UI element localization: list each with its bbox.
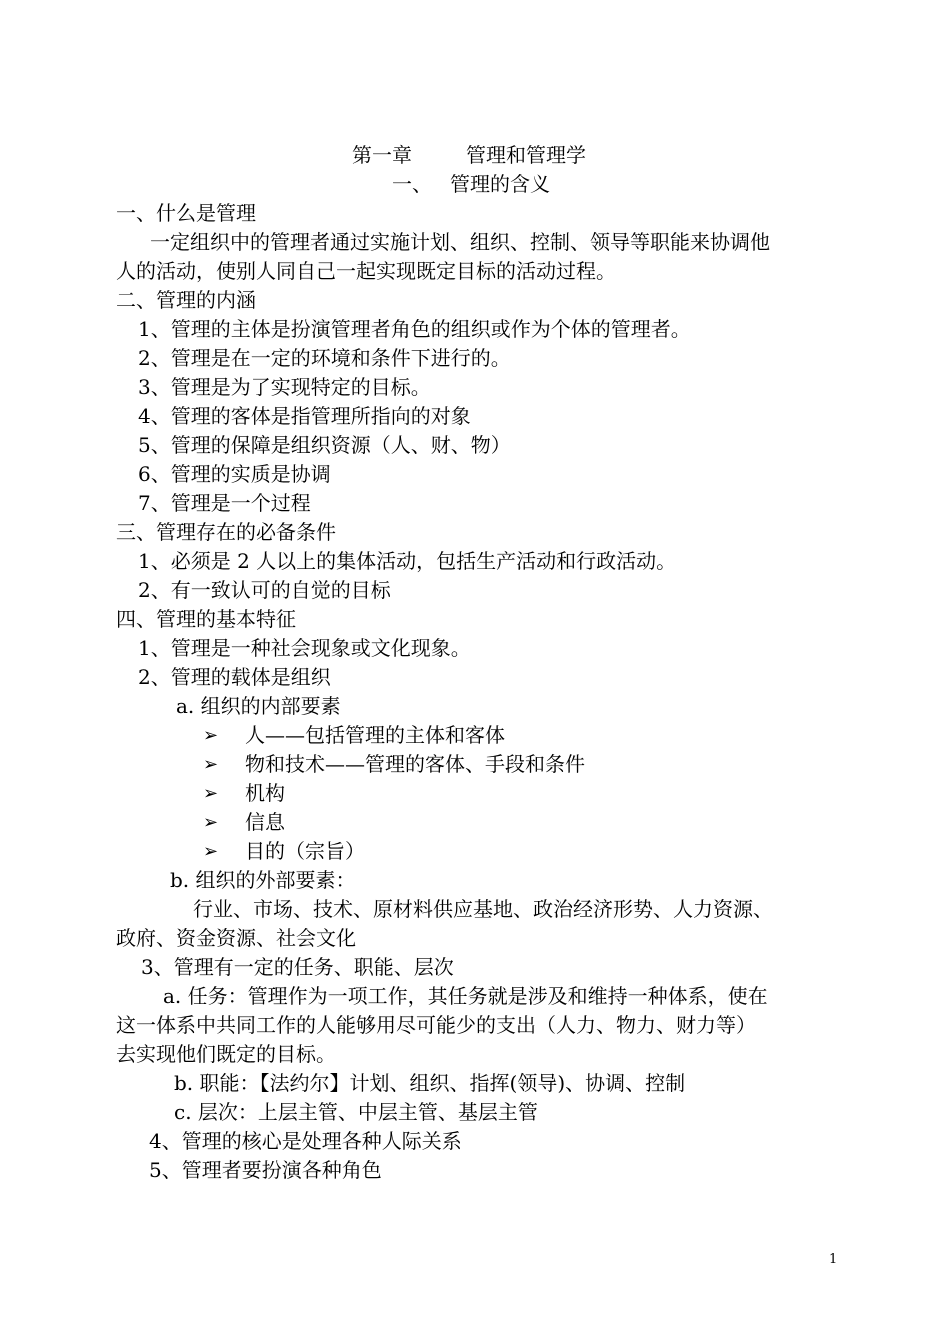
list-item: 3、管理是为了实现特定的目标。 <box>138 375 431 399</box>
bullet-item: 人——包括管理的主体和客体 <box>245 723 505 747</box>
section-number: 一、 <box>392 172 432 196</box>
list-item: 6、管理的实质是协调 <box>138 462 331 486</box>
bullet-item: 机构 <box>245 781 285 805</box>
list-item: 1、管理的主体是扮演管理者角色的组织或作为个体的管理者。 <box>138 317 691 341</box>
chapter-title: 管理和管理学 <box>466 143 586 167</box>
list-item: 4、管理的核心是处理各种人际关系 <box>149 1129 462 1153</box>
definition-line-1: 一定组织中的管理者通过实施计划、组织、控制、领导等职能来协调他 <box>150 230 770 254</box>
heading-what-is-management: 一、什么是管理 <box>116 201 256 225</box>
page-number: 1 <box>829 1252 838 1267</box>
task-line-1: a. 任务：管理作为一项工作，其任务就是涉及和维持一种体系，使在 <box>163 984 768 1008</box>
arrow-bullet-icon: ➢ <box>203 812 219 833</box>
external-elements-heading: b. 组织的外部要素： <box>170 868 356 892</box>
list-item: 5、管理的保障是组织资源（人、财、物） <box>138 433 511 457</box>
list-item: 7、管理是一个过程 <box>138 491 311 515</box>
arrow-bullet-icon: ➢ <box>203 783 219 804</box>
heading-connotation: 二、管理的内涵 <box>116 288 256 312</box>
task-line-2: 这一体系中共同工作的人能够用尽可能少的支出（人力、物力、财力等） <box>116 1013 756 1037</box>
task-line-3: 去实现他们既定的目标。 <box>116 1042 336 1066</box>
list-item: 2、管理的载体是组织 <box>138 665 331 689</box>
list-item: 3、管理有一定的任务、职能、层次 <box>141 955 454 979</box>
list-item: 1、必须是 2 人以上的集体活动，包括生产活动和行政活动。 <box>138 549 677 573</box>
list-item: 1、管理是一种社会现象或文化现象。 <box>138 636 471 660</box>
heading-characteristics: 四、管理的基本特征 <box>116 607 296 631</box>
external-elements-line-2: 政府、资金资源、社会文化 <box>116 926 356 950</box>
list-item: 5、管理者要扮演各种角色 <box>149 1158 382 1182</box>
levels-line: c. 层次：上层主管、中层主管、基层主管 <box>174 1100 538 1124</box>
external-elements-line-1: 行业、市场、技术、原材料供应基地、政治经济形势、人力资源、 <box>193 897 773 921</box>
arrow-bullet-icon: ➢ <box>203 725 219 746</box>
list-item: 2、管理是在一定的环境和条件下进行的。 <box>138 346 511 370</box>
bullet-item: 信息 <box>245 810 285 834</box>
bullet-item: 目的（宗旨） <box>245 839 365 863</box>
arrow-bullet-icon: ➢ <box>203 754 219 775</box>
bullet-item: 物和技术——管理的客体、手段和条件 <box>245 752 585 776</box>
internal-elements-heading: a. 组织的内部要素 <box>176 694 341 718</box>
section-title: 管理的含义 <box>450 172 550 196</box>
list-item: 2、有一致认可的自觉的目标 <box>138 578 391 602</box>
list-item: 4、管理的客体是指管理所指向的对象 <box>138 404 471 428</box>
chapter-label: 第一章 <box>352 143 412 167</box>
definition-line-2: 人的活动，使别人同自己一起实现既定目标的活动过程。 <box>116 259 616 283</box>
arrow-bullet-icon: ➢ <box>203 841 219 862</box>
functions-line: b. 职能：【法约尔】计划、组织、指挥(领导)、协调、控制 <box>174 1071 686 1095</box>
heading-conditions: 三、管理存在的必备条件 <box>116 520 336 544</box>
